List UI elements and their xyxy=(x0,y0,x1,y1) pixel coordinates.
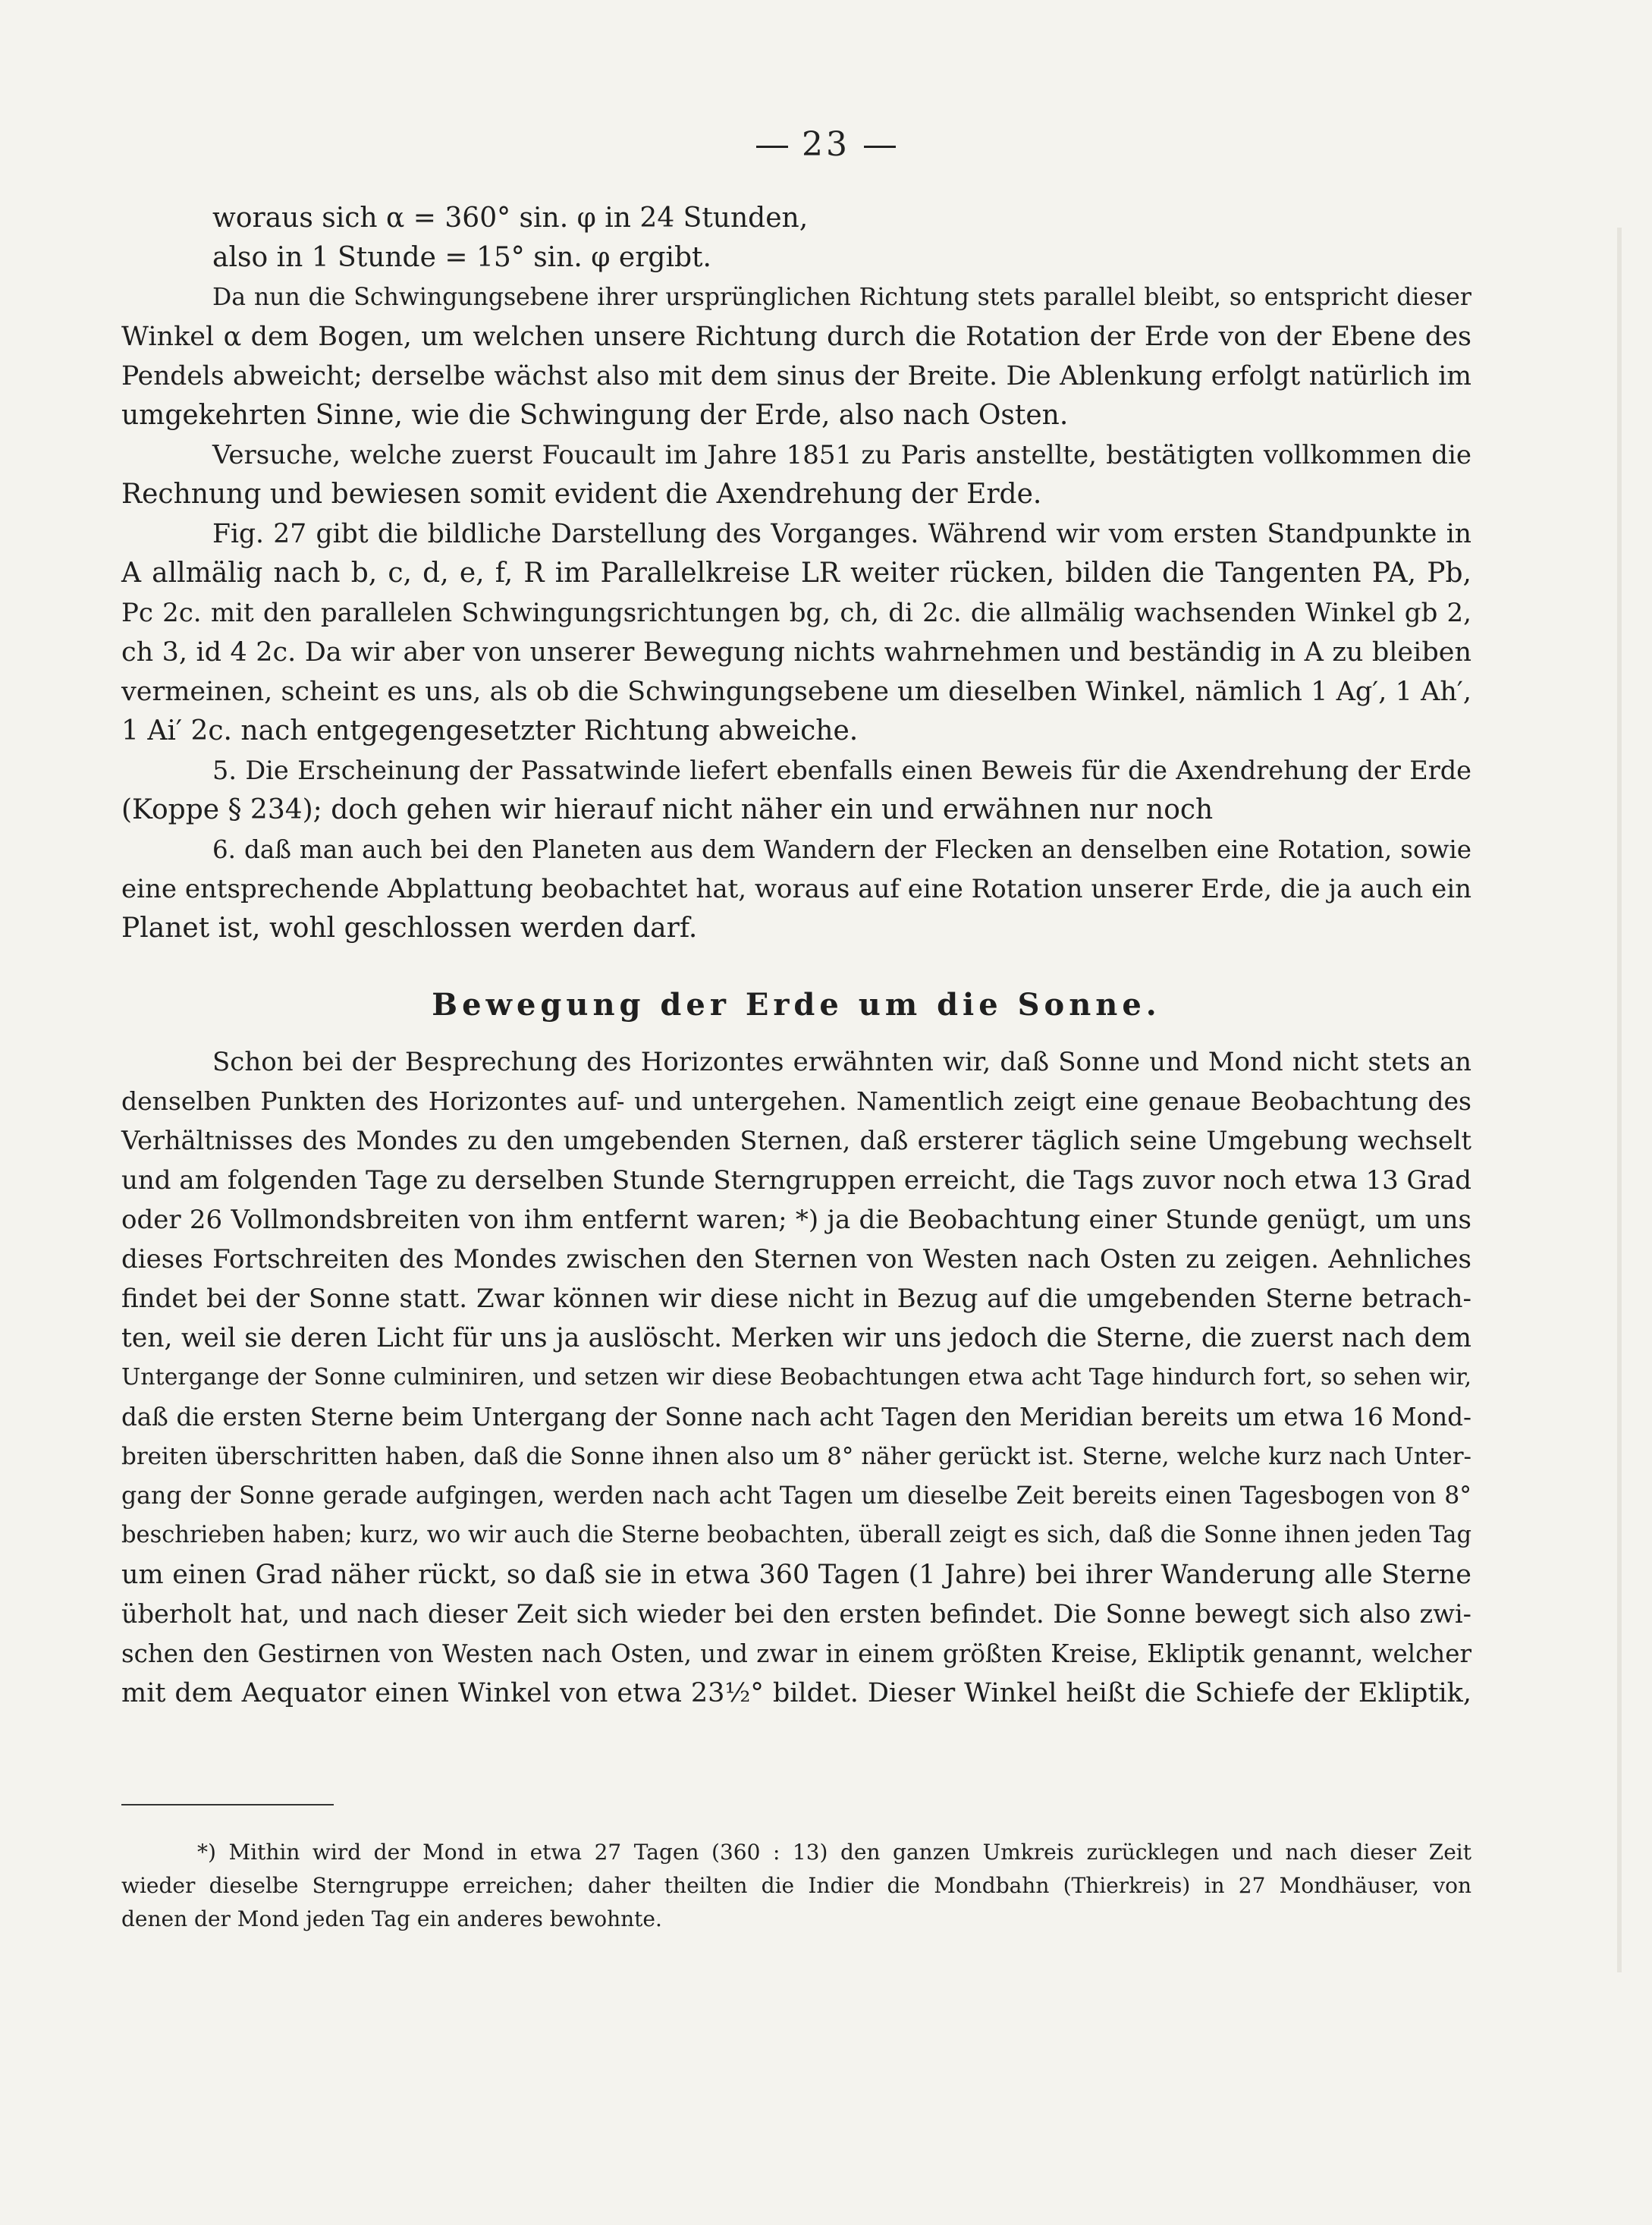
footnote-separator xyxy=(121,1804,334,1805)
text-line: also in 1 Stunde = 15° sin. φ ergibt. xyxy=(212,242,711,273)
page-number: 23 xyxy=(802,125,850,164)
text-line: A allmälig nach b, c, d, e, f, R im Parallelkreise LR weiter rücken, bilden die Tangenten PA, Pb, xyxy=(121,558,1471,589)
text-line: Da nun die Schwingungsebene ihrer ursprünglichen Richtung stets parallel bleibt, so entspricht dieser xyxy=(212,284,1471,311)
text-line: Rechnung und bewiesen somit evident die Axendrehung der Erde. xyxy=(121,479,1042,510)
text-line: dieses Fortschreiten des Mondes zwischen den Sternen von Westen nach Osten zu zeigen. Aehnliches xyxy=(121,1244,1471,1274)
text-line: mit dem Aequator einen Winkel von etwa 23½° bildet. Dieser Winkel heißt die Schiefe der Ekliptik, xyxy=(121,1678,1471,1708)
text-line: woraus sich α = 360° sin. φ in 24 Stunden, xyxy=(212,203,809,234)
paragraph-block-earth-orbit xyxy=(121,1042,1471,1713)
text-line: Fig. 27 gibt die bildliche Darstellung des Vorganges. Während wir vom ersten Standpunkte in xyxy=(212,519,1471,549)
text-line: umgekehrten Sinne, wie die Schwingung der Erde, also nach Osten. xyxy=(121,400,1069,431)
text-line: überholt hat, und nach dieser Zeit sich wieder bei den ersten befindet. Die Sonne bewegt sich also zwi- xyxy=(121,1599,1471,1629)
text-line: beschrieben haben; kurz, wo wir auch die Sterne beobachten, überall zeigt es sich, daß die Sonne ihnen jeden Tag xyxy=(121,1522,1471,1548)
text-line: Schon bei der Besprechung des Horizontes erwähnten wir, daß Sonne und Mond nicht stets an xyxy=(212,1047,1471,1077)
text-line: Versuche, welche zuerst Foucault im Jahre 1851 zu Paris anstellte, bestätigten vollkommen die xyxy=(212,440,1471,470)
footnote-line: denen der Mond jeden Tag ein anderes bewohnte. xyxy=(121,1906,662,1931)
text-line: schen den Gestirnen von Westen nach Osten, und zwar in einem größten Kreise, Ekliptik genannt, welcher xyxy=(121,1639,1471,1668)
text-line: um einen Grad näher rückt, so daß sie in etwa 360 Tagen (1 Jahre) bei ihrer Wanderung alle Sterne xyxy=(121,1560,1471,1590)
text-line: 1 Ai′ 2c. nach entgegengesetzter Richtung abweiche. xyxy=(121,715,859,746)
text-line: und am folgenden Tage zu derselben Stunde Sterngruppen erreicht, die Tags zuvor noch etwa 13 Grad xyxy=(121,1165,1471,1196)
text-line: Pc 2c. mit den parallelen Schwingungsrichtungen bg, ch, di 2c. die allmälig wachsenden Winkel gb 2, xyxy=(121,598,1471,628)
page-edge-shadow xyxy=(1617,228,1622,1972)
footnote-line: wieder dieselbe Sterngruppe erreichen; daher theilten die Indier die Mondbahn (Thierkreis) in 27 Mondhäuser, von xyxy=(121,1873,1471,1898)
text-line: Untergange der Sonne culminiren, und setzen wir diese Beobachtungen etwa acht Tage hindurch fort, so sehen wir, xyxy=(121,1364,1471,1391)
text-line: oder 26 Vollmondsbreiten von ihm entfernt waren; *) ja die Beobachtung einer Stunde genügt, um uns xyxy=(121,1205,1471,1235)
header-dash-left xyxy=(756,146,788,148)
text-line: Pendels abweicht; derselbe wächst also mit dem sinus der Breite. Die Ablenkung erfolgt natürlich im xyxy=(121,361,1471,391)
text-line: findet bei der Sonne statt. Zwar können wir diese nicht in Bezug auf die umgebenden Sterne betrach- xyxy=(121,1284,1471,1314)
page-header xyxy=(0,125,1652,164)
text-line: ch 3, id 4 2c. Da wir aber von unserer Bewegung nichts wahrnehmen und beständig in A zu bleiben xyxy=(121,637,1471,668)
text-line: Verhältnisses des Mondes zu den umgebenden Sternen, daß ersterer täglich seine Umgebung wechselt xyxy=(121,1126,1471,1155)
footnote-line: *) Mithin wird der Mond in etwa 27 Tagen (360 : 13) den ganzen Umkreis zurücklegen und nach dieser Zeit xyxy=(197,1840,1471,1865)
paragraph-block-axial-rotation xyxy=(121,199,1471,948)
footnote-block xyxy=(121,1836,1471,1936)
text-line: breiten überschritten haben, daß die Sonne ihnen also um 8° näher gerückt ist. Sterne, welche kurz nach Unter- xyxy=(121,1443,1471,1470)
text-line: daß die ersten Sterne beim Untergang der Sonne nach acht Tagen den Meridian bereits um etwa 16 Mond- xyxy=(121,1403,1471,1431)
text-line: Winkel α dem Bogen, um welchen unsere Richtung durch die Rotation der Erde von der Ebene des xyxy=(121,322,1471,352)
text-line: vermeinen, scheint es uns, als ob die Schwingungsebene um dieselben Winkel, nämlich 1 Ag′, 1 Ah′, xyxy=(121,677,1471,707)
text-line: 6. daß man auch bei den Planeten aus dem Wandern der Flecken an denselben eine Rotation, sowie xyxy=(212,835,1471,864)
header-dash-right xyxy=(864,146,896,148)
text-line: (Koppe § 234); doch gehen wir hierauf nicht näher ein und erwähnen nur noch xyxy=(121,794,1214,825)
text-line: eine entsprechende Abplattung beobachtet hat, woraus auf eine Rotation unserer Erde, die ja auch ein xyxy=(121,874,1471,904)
section-heading: Bewegung der Erde um die Sonne. xyxy=(432,987,1161,1023)
text-line: denselben Punkten des Horizontes auf- und untergehen. Namentlich zeigt eine genaue Beobachtung des xyxy=(121,1086,1471,1116)
text-line: Planet ist, wohl geschlossen werden darf. xyxy=(121,913,698,944)
body-text xyxy=(121,199,1471,1713)
text-line: ten, weil sie deren Licht für uns ja auslöscht. Merken wir uns jedoch die Sterne, die zuerst nach dem xyxy=(121,1323,1471,1353)
text-line: 5. Die Erscheinung der Passatwinde liefert ebenfalls einen Beweis für die Axendrehung der Erde xyxy=(212,756,1471,785)
text-line: gang der Sonne gerade aufgingen, werden nach acht Tagen um dieselbe Zeit bereits einen Tagesbogen von 8° xyxy=(121,1482,1471,1510)
